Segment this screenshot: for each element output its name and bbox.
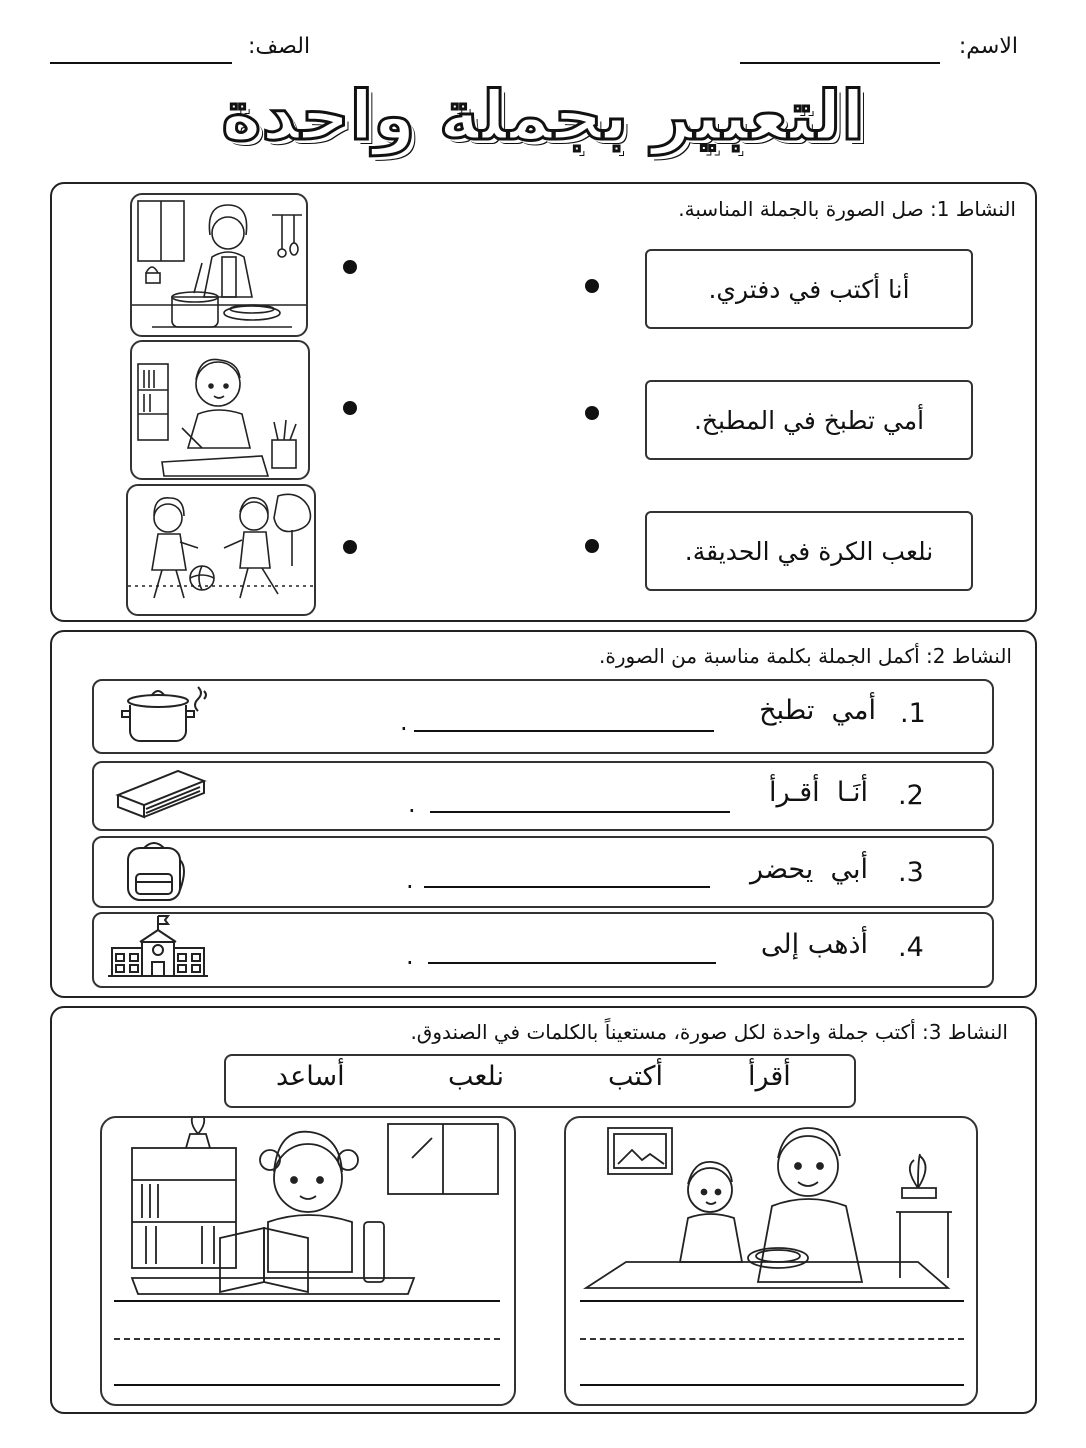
- word-bank-word-2: أكتب: [608, 1061, 664, 1092]
- class-label: الصف:: [248, 34, 311, 59]
- father-and-son-with-plate-image: [564, 1116, 978, 1406]
- activity-2-instruction: النشاط 2: أكمل الجملة بكلمة مناسبة من الصورة.: [599, 644, 1012, 668]
- row-number: 4.: [898, 932, 924, 963]
- sentence-dot-2[interactable]: [585, 406, 599, 420]
- word-bank-word-1: أقرأ: [748, 1061, 791, 1092]
- row-period: .: [408, 790, 416, 818]
- row-number: 3.: [898, 857, 924, 888]
- answer-line[interactable]: [424, 886, 710, 888]
- sentence-dot-3[interactable]: [585, 539, 599, 553]
- writing-line[interactable]: [114, 1300, 500, 1302]
- sentence-box-1[interactable]: [645, 249, 973, 329]
- girl-reading-book-image: [100, 1116, 516, 1406]
- mother-cooking-image: [130, 193, 308, 337]
- row-sentence: أمي تطبخ: [759, 695, 876, 726]
- writing-line[interactable]: [580, 1300, 964, 1302]
- name-field[interactable]: [740, 62, 940, 64]
- writing-line[interactable]: [114, 1384, 500, 1386]
- boy-writing-image: [130, 340, 310, 480]
- picture-dot-1[interactable]: [343, 260, 357, 274]
- sentence-text: أمي تطبخ في المطبخ.: [693, 405, 925, 435]
- word-bank-word-4: أساعد: [276, 1061, 345, 1092]
- name-label: الاسم:: [958, 34, 1018, 59]
- answer-line[interactable]: [428, 962, 716, 964]
- kids-playing-ball-image: [126, 484, 316, 616]
- sentence-box-2[interactable]: [645, 380, 973, 460]
- book-icon: [112, 765, 208, 821]
- row-period: .: [406, 942, 414, 970]
- sentence-text: أنا أكتب في دفتري.: [708, 274, 910, 304]
- activity-3-instruction: النشاط 3: أكتب جملة واحدة لكل صورة، مستعيناً بالكلمات في الصندوق.: [410, 1020, 1008, 1044]
- row-number: 2.: [898, 780, 924, 811]
- writing-line[interactable]: [580, 1384, 964, 1386]
- word-bank-word-3: نلعب: [448, 1061, 504, 1092]
- cooking-pot-icon: [116, 683, 212, 747]
- writing-guide-line: [580, 1338, 964, 1340]
- picture-dot-2[interactable]: [343, 401, 357, 415]
- row-period: .: [406, 866, 414, 894]
- row-sentence: أنَـا أقـرأ: [768, 777, 868, 808]
- school-icon: [106, 912, 210, 980]
- answer-line[interactable]: [430, 811, 730, 813]
- writing-guide-line: [114, 1338, 500, 1340]
- class-field[interactable]: [50, 62, 232, 64]
- backpack-icon: [118, 838, 190, 904]
- row-sentence: أذهب إلى: [760, 929, 868, 960]
- row-sentence: أبي يحضر: [750, 854, 868, 885]
- sentence-box-3[interactable]: [645, 511, 973, 591]
- row-number: 1.: [900, 698, 926, 729]
- activity-1-instruction: النشاط 1: صل الصورة بالجملة المناسبة.: [678, 197, 1016, 221]
- picture-dot-3[interactable]: [343, 540, 357, 554]
- page-title: التعبير بجملة واحدة: [221, 77, 865, 156]
- answer-line[interactable]: [414, 730, 714, 732]
- sentence-text: نلعب الكرة في الحديقة.: [684, 536, 934, 566]
- sentence-dot-1[interactable]: [585, 279, 599, 293]
- row-period: .: [400, 708, 408, 736]
